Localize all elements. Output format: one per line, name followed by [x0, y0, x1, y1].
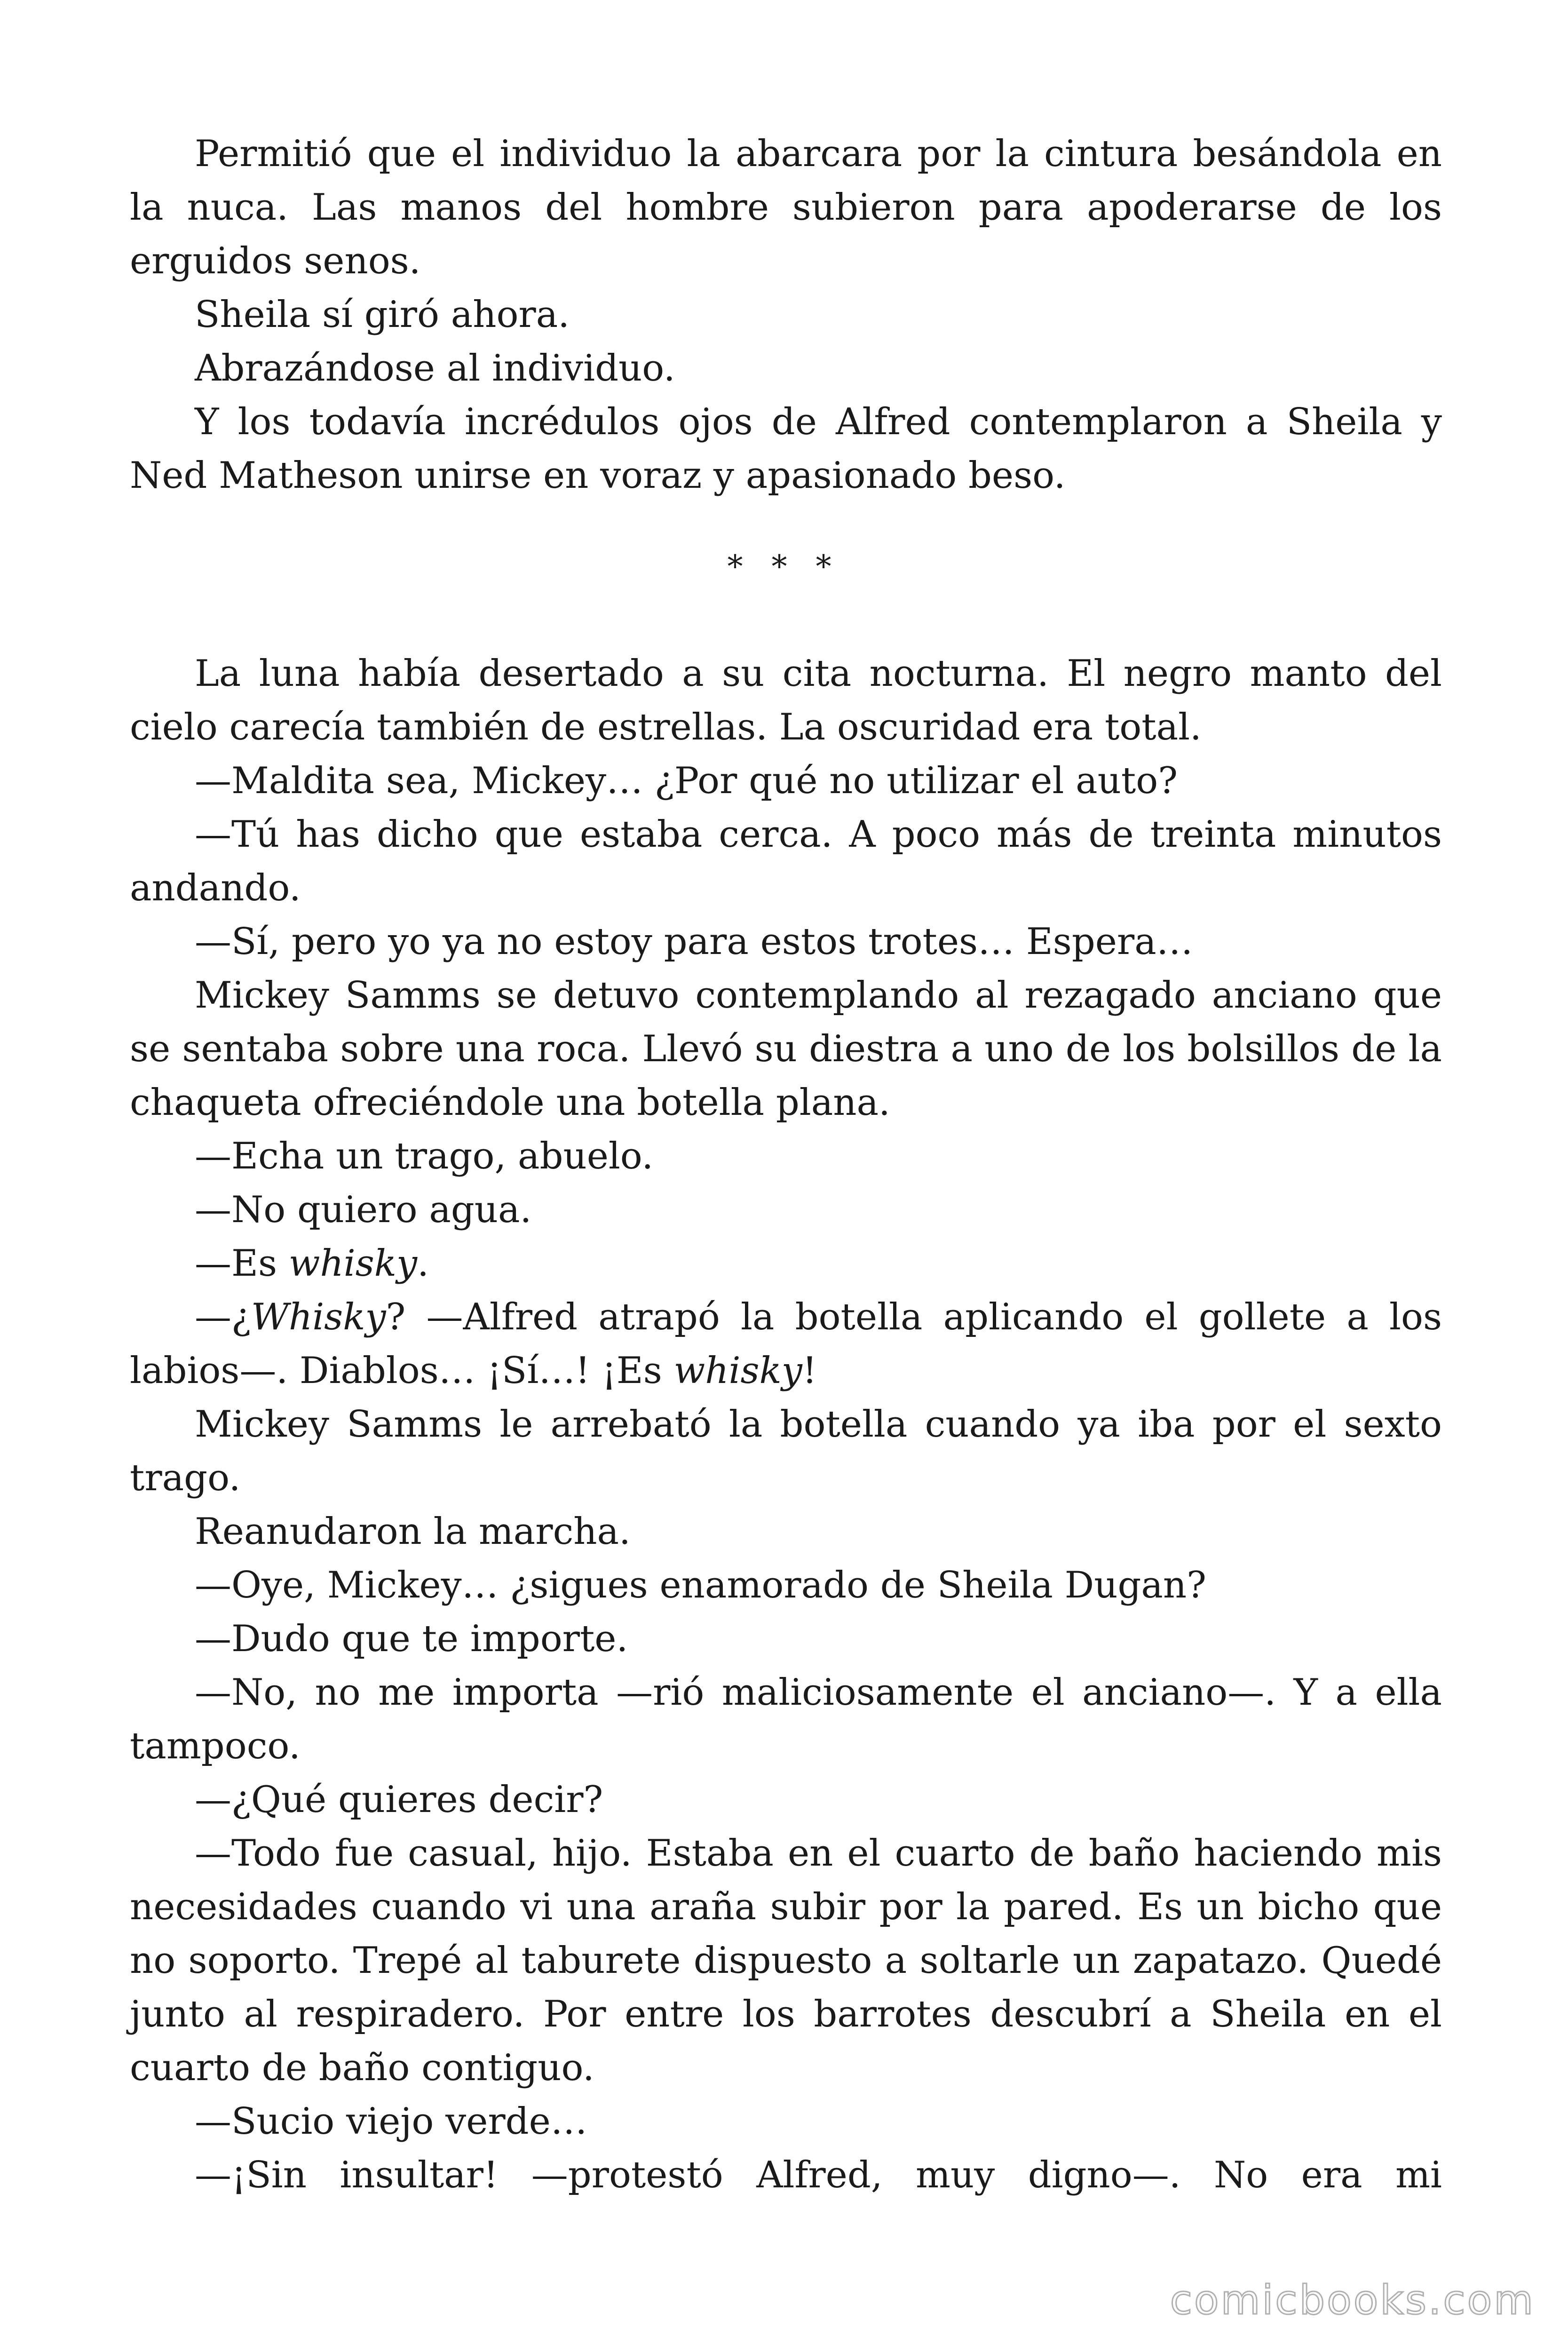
- paragraph: [130, 1666, 1442, 1773]
- paragraph: [130, 1612, 1442, 1666]
- paragraph: [130, 969, 1442, 1129]
- paragraph-text: —No quiero agua.: [195, 1189, 532, 1231]
- paragraph-text: —Tú has dicho que estaba cerca. A poco más de treinta minutos andando.: [130, 813, 1442, 909]
- paragraph-text: —No, no me importa —rió maliciosamente el anciano—. Y a ella tampoco.: [130, 1671, 1442, 1767]
- paragraph-text: !: [802, 1350, 817, 1392]
- paragraph-text: —¿: [195, 1296, 251, 1338]
- paragraph-text: Mickey Samms se detuvo contemplando al rezagado anciano que se sentaba sobre una roca. Llevó su diestra a uno de los bolsillos de la chaqueta ofreciéndole una botella plana.: [130, 974, 1442, 1124]
- paragraph: [130, 288, 1442, 342]
- paragraph: [130, 395, 1442, 502]
- paragraph-text: Permitió que el individuo la abarcara por la cintura besándola en la nuca. Las manos del hombre subieron para apoderarse de los erguidos senos.: [130, 133, 1442, 282]
- paragraph-text: —Sí, pero yo ya no estoy para estos trotes… Espera…: [195, 921, 1193, 963]
- paragraph-text: ? —Alfred atrapó la botella aplicando el gollete a los labios—. Diablos… ¡Sí…! ¡Es: [130, 1296, 1442, 1392]
- paragraph: [130, 2095, 1442, 2148]
- paragraph: [130, 1183, 1442, 1237]
- paragraph: [130, 342, 1442, 395]
- paragraph-text: Mickey Samms le arrebató la botella cuando ya iba por el sexto trago.: [130, 1403, 1442, 1499]
- paragraph-text: Sheila sí giró ahora.: [195, 294, 570, 336]
- section-separator: * * *: [727, 548, 841, 585]
- text-section-2: [130, 647, 1442, 2202]
- paragraph-text: —Oye, Mickey… ¿sigues enamorado de Sheila Dugan?: [195, 1564, 1206, 1606]
- paragraph-text: Reanudaron la marcha.: [195, 1510, 631, 1553]
- paragraph-text: —Dudo que te importe.: [195, 1618, 628, 1660]
- italic-text: whisky: [673, 1350, 802, 1392]
- paragraph: [130, 1237, 1442, 1290]
- paragraph: [130, 915, 1442, 969]
- paragraph-text: .: [417, 1242, 429, 1285]
- paragraph-text: —¿Qué quieres decir?: [195, 1779, 603, 1821]
- italic-text: Whisky: [251, 1296, 386, 1338]
- paragraph: [130, 1398, 1442, 1505]
- paragraph-text: —Echa un trago, abuelo.: [195, 1135, 654, 1177]
- paragraph-text: —Todo fue casual, hijo. Estaba en el cuarto de baño haciendo mis necesidades cuando vi una araña subir por la pared. Es un bicho que no soporto. Trepé al taburete dispuesto a soltarle un zapatazo. Quedé junto al respiradero. Por entre los barrotes descubrí a Sheila en el cuarto de baño contiguo.: [130, 1832, 1442, 2089]
- paragraph: [130, 1290, 1442, 1398]
- paragraph: [130, 647, 1442, 754]
- paragraph: [130, 754, 1442, 808]
- italic-text: whisky: [288, 1242, 418, 1285]
- paragraph-text: —Es: [195, 1242, 289, 1285]
- paragraph-text: —Sucio viejo verde…: [195, 2100, 587, 2143]
- watermark: comicbooks.com: [1170, 2277, 1535, 2324]
- paragraph: [130, 1129, 1442, 1183]
- paragraph: [130, 1773, 1442, 1827]
- paragraph: [130, 808, 1442, 915]
- paragraph-text: —Maldita sea, Mickey… ¿Por qué no utilizar el auto?: [195, 760, 1178, 802]
- paragraph: [130, 1558, 1442, 1612]
- paragraph-text: La luna había desertado a su cita nocturna. El negro manto del cielo carecía también de estrellas. La oscuridad era total.: [130, 652, 1442, 748]
- paragraph-text: Abrazándose al individuo.: [195, 347, 675, 389]
- paragraph: [130, 2148, 1442, 2202]
- paragraph: [130, 127, 1442, 288]
- paragraph-text: Y los todavía incrédulos ojos de Alfred contemplaron a Sheila y Ned Matheson unirse en voraz y apasionado beso.: [130, 401, 1442, 497]
- text-section-1: [130, 127, 1442, 502]
- paragraph: [130, 1827, 1442, 2095]
- paragraph: [130, 1505, 1442, 1558]
- paragraph-text: —¡Sin insultar! —protestó Alfred, muy digno—. No era mi: [195, 2154, 1442, 2196]
